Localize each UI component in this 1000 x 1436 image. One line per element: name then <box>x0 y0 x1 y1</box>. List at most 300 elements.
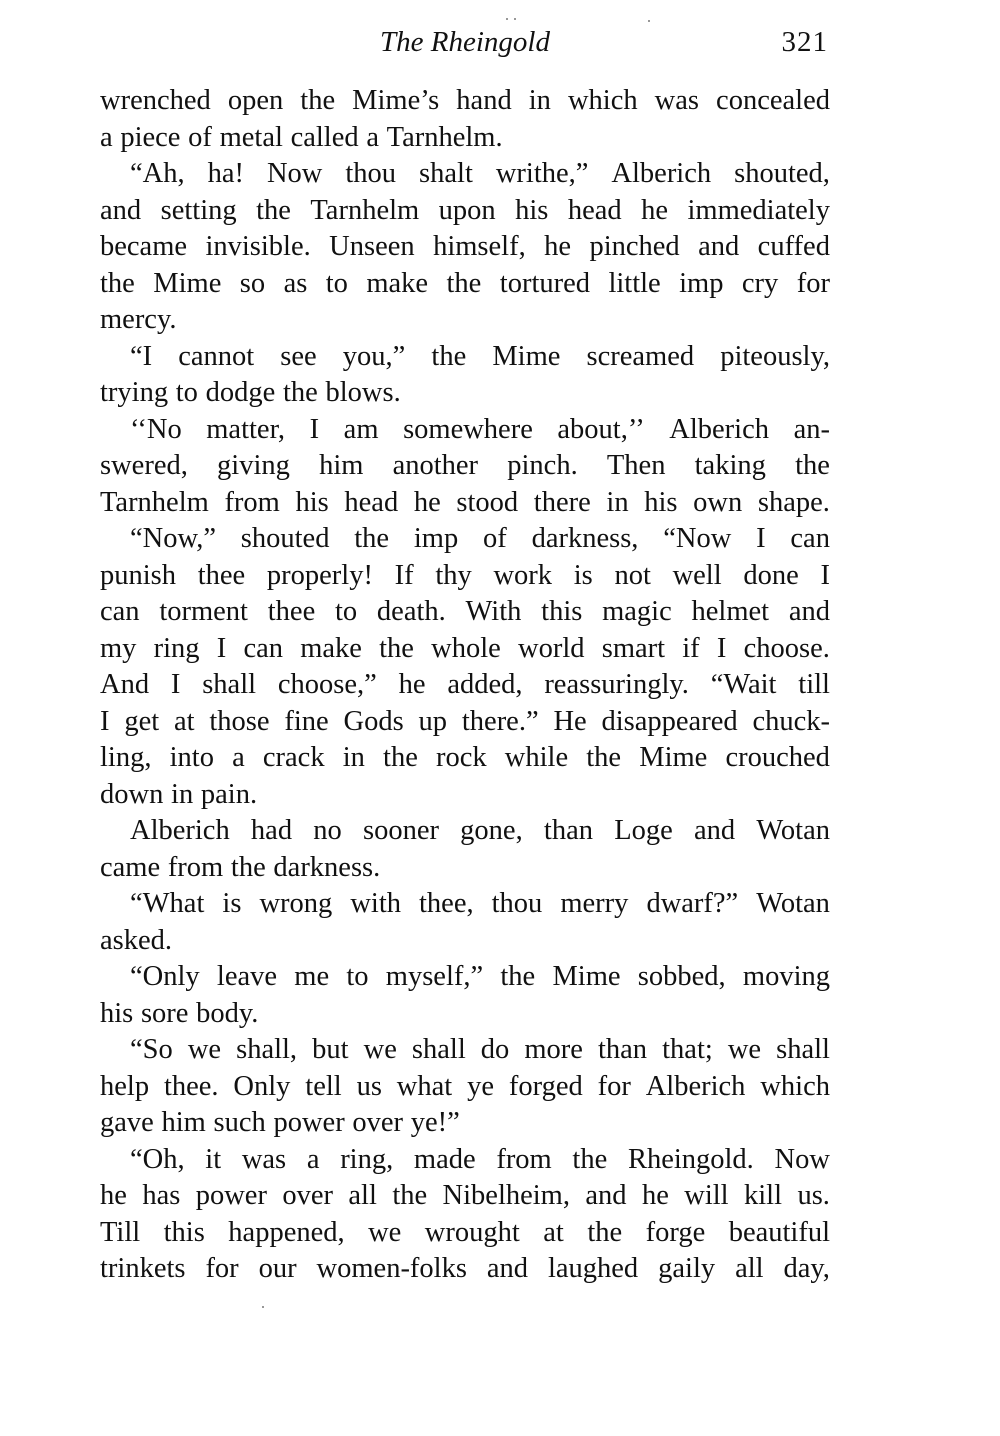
word: from <box>496 1143 552 1175</box>
word: in <box>606 486 629 518</box>
word: and <box>693 815 736 846</box>
text-line <box>100 1215 830 1252</box>
word: as <box>283 267 308 299</box>
word: his <box>100 997 134 1029</box>
word: forged <box>508 1070 583 1102</box>
word: the <box>300 85 336 116</box>
word: “Now,” <box>130 523 216 554</box>
text-line <box>100 667 830 704</box>
word: ‘‘No <box>130 413 182 445</box>
word: Wotan <box>756 815 830 846</box>
word: setting <box>160 194 237 226</box>
page-number: 321 <box>781 26 828 58</box>
word: and <box>100 194 142 226</box>
word: the <box>392 1180 428 1211</box>
word: a <box>100 121 113 153</box>
word: cuffed <box>757 231 830 262</box>
word: the <box>586 742 622 773</box>
word: it <box>205 1143 222 1175</box>
word: somewhere <box>403 413 533 445</box>
word: ring <box>153 632 200 664</box>
word: me <box>294 961 330 992</box>
word: from <box>167 851 224 883</box>
word: than <box>597 1034 648 1065</box>
word: is <box>222 888 242 919</box>
word: Loge <box>614 815 673 846</box>
word: was <box>241 1143 287 1175</box>
word: Tarnhelm. <box>386 121 503 153</box>
word: his <box>644 486 678 518</box>
word: those <box>209 705 270 737</box>
word: not <box>614 559 651 591</box>
word: thy <box>435 559 472 591</box>
word: darkness. <box>273 851 381 883</box>
word: swered, <box>100 450 188 481</box>
word: invisible. <box>205 231 311 262</box>
word: laughed <box>547 1253 639 1284</box>
word: “Only <box>130 961 200 992</box>
word: the <box>572 1143 608 1175</box>
text-line <box>100 266 830 303</box>
word: shall <box>776 1034 830 1065</box>
word: And <box>100 669 150 700</box>
word: see <box>280 340 317 372</box>
word: can <box>790 523 830 554</box>
word: concealed <box>716 85 830 116</box>
word: trying <box>100 377 169 408</box>
word: wrenched <box>100 85 211 116</box>
word: but <box>312 1034 349 1065</box>
text-line <box>100 959 830 996</box>
word: thee, <box>419 888 474 919</box>
word: leave <box>216 961 278 992</box>
word: him <box>319 450 364 481</box>
word: and <box>788 596 830 627</box>
word: he <box>100 1180 127 1211</box>
word: he <box>641 194 669 226</box>
word: was <box>654 85 699 116</box>
word: tell <box>305 1070 342 1102</box>
scan-speck <box>514 18 516 20</box>
word: an- <box>793 413 830 445</box>
word: we <box>363 1034 397 1065</box>
text-line <box>100 886 830 923</box>
text-line <box>100 229 830 266</box>
word: myself,” <box>385 961 484 992</box>
word: the <box>795 450 830 481</box>
word: he <box>641 1180 669 1211</box>
word: Tarnhelm <box>310 194 420 226</box>
word: shall <box>411 1034 466 1065</box>
word: thee <box>197 559 246 591</box>
word: He <box>553 705 587 737</box>
word: asked. <box>100 924 173 956</box>
word: properly! <box>266 559 373 591</box>
word: Now <box>266 158 323 189</box>
word: sobbed, <box>637 961 726 992</box>
word: Mime’s <box>352 85 440 116</box>
text-line <box>100 1178 830 1215</box>
word: immediately <box>687 194 830 226</box>
word: gone, <box>460 815 523 846</box>
word: you,” <box>342 340 406 372</box>
word: imp <box>413 523 459 554</box>
word: ye!” <box>410 1107 460 1138</box>
word: kill <box>744 1180 783 1211</box>
text-line <box>100 83 830 120</box>
word: power <box>195 1180 267 1211</box>
word: for <box>796 267 830 299</box>
word: work <box>493 559 553 591</box>
word: a <box>366 121 379 153</box>
word: Nibelheim, <box>442 1180 570 1211</box>
text-line <box>100 1032 830 1069</box>
word: the <box>379 632 414 664</box>
word: blows. <box>325 377 401 408</box>
word: a <box>232 742 245 773</box>
word: of <box>483 523 507 554</box>
word: ling, <box>100 742 152 773</box>
word: his <box>515 194 549 226</box>
word: death. <box>376 596 446 627</box>
word: Alberich <box>611 158 712 189</box>
text-line <box>100 558 830 595</box>
word: I <box>100 705 110 737</box>
word: and <box>698 231 740 262</box>
word: till <box>798 669 830 700</box>
word: had <box>250 815 293 846</box>
word: happened, <box>228 1216 345 1248</box>
word: I <box>309 413 320 445</box>
word: at <box>543 1216 564 1248</box>
word: trinkets <box>100 1253 186 1284</box>
word: ha! <box>207 158 244 189</box>
word: head <box>567 194 622 226</box>
word: at <box>173 705 195 737</box>
word: I <box>820 559 830 591</box>
word: shape. <box>757 486 830 518</box>
scan-speck <box>648 20 650 22</box>
word: all <box>735 1253 764 1284</box>
text-line <box>100 777 830 814</box>
word: the <box>354 523 390 554</box>
word: women-folks <box>316 1253 467 1284</box>
word: writhe,” <box>495 158 589 189</box>
word: choose. <box>743 632 830 664</box>
word: world <box>518 632 585 664</box>
word: pinched <box>589 231 680 262</box>
word: taking <box>694 450 766 481</box>
word: him <box>161 1107 206 1138</box>
word: torment <box>159 596 248 627</box>
word: the <box>256 194 291 226</box>
word: I <box>170 669 181 700</box>
word: Rheingold. <box>627 1143 754 1175</box>
word: cry <box>741 267 779 299</box>
word: matter, <box>206 413 286 445</box>
word: crack <box>262 742 325 773</box>
word: to <box>334 596 358 627</box>
text-line <box>100 631 830 668</box>
running-title: The Rheingold <box>380 26 550 58</box>
word: the <box>230 851 266 883</box>
word: of <box>188 121 212 153</box>
word: “Ah, <box>130 158 185 189</box>
word: helmet <box>691 596 770 627</box>
word: darkness, <box>531 523 639 554</box>
word: which <box>567 85 638 116</box>
word: make <box>300 632 362 664</box>
word: we <box>187 1034 222 1065</box>
word: the <box>100 267 135 299</box>
word: tortured <box>499 267 590 299</box>
word: little <box>608 267 661 299</box>
word: If <box>394 559 414 591</box>
word: gave <box>100 1107 154 1138</box>
word: for <box>597 1070 631 1102</box>
word: Mime <box>639 742 708 773</box>
text-line <box>100 375 830 412</box>
word: no <box>313 815 342 846</box>
word: screamed <box>586 340 695 372</box>
text-line <box>100 1105 830 1142</box>
word: in <box>528 85 551 116</box>
text-line <box>100 521 830 558</box>
word: from <box>224 486 280 518</box>
word: sore <box>140 997 189 1029</box>
word: if <box>682 632 700 664</box>
word: mercy. <box>100 304 177 335</box>
word: Then <box>606 450 666 481</box>
word: hand <box>456 85 512 116</box>
word: Now <box>774 1143 830 1175</box>
word: pain. <box>200 778 258 810</box>
word: the <box>282 377 318 408</box>
word: Mime <box>552 961 621 992</box>
word: dodge <box>205 377 276 408</box>
word: in <box>171 778 194 810</box>
word: I <box>716 632 727 664</box>
word: choose,” <box>277 669 377 700</box>
word: us. <box>797 1180 830 1211</box>
word: Unseen <box>329 231 415 262</box>
word: “Now <box>663 523 732 554</box>
word: forge <box>645 1216 706 1248</box>
word: disappeared <box>601 705 738 737</box>
word: merry <box>560 888 629 919</box>
text-line <box>100 594 830 631</box>
word: he <box>398 669 426 700</box>
word: can <box>243 632 284 664</box>
word: shouted <box>240 523 330 554</box>
word: thou <box>345 158 397 189</box>
word: up <box>418 705 448 737</box>
word: beautiful <box>728 1216 830 1248</box>
word: will <box>684 1180 729 1211</box>
word: there <box>533 486 591 518</box>
word: more <box>524 1034 583 1065</box>
word: than <box>543 815 593 846</box>
word: imp <box>679 267 724 299</box>
word: shalt <box>419 158 473 189</box>
word: I <box>216 632 227 664</box>
word: there.” <box>461 705 539 737</box>
word: himself, <box>433 231 526 262</box>
word: the <box>431 340 467 372</box>
word: Alberich <box>130 815 230 846</box>
word: Only <box>233 1070 291 1102</box>
word: get <box>124 705 160 737</box>
word: our <box>258 1253 297 1284</box>
word: while <box>504 742 569 773</box>
word: in <box>342 742 365 773</box>
word: punish <box>100 559 177 591</box>
word: we <box>368 1216 402 1248</box>
word: shall <box>202 669 257 700</box>
word: open <box>227 85 284 116</box>
word: well <box>672 559 722 591</box>
word: became <box>100 231 188 262</box>
word: “I <box>130 340 153 372</box>
word: and <box>585 1180 627 1211</box>
scan-speck <box>262 1306 264 1308</box>
word: that; <box>662 1034 713 1065</box>
word: us <box>356 1070 382 1102</box>
word: stood <box>456 486 519 518</box>
word: Mime <box>492 340 561 372</box>
text-line <box>100 740 830 777</box>
word: called <box>290 121 359 153</box>
word: make <box>366 267 429 299</box>
word: sooner <box>362 815 439 846</box>
text-line <box>100 485 830 522</box>
word: shall, <box>236 1034 298 1065</box>
word: rock <box>436 742 487 773</box>
word: this <box>541 596 583 627</box>
word: wrought <box>424 1216 520 1248</box>
word: “Wait <box>710 669 777 700</box>
word: ring, <box>340 1143 394 1175</box>
word: this <box>163 1216 205 1248</box>
word: day, <box>783 1253 830 1284</box>
text-line <box>100 996 830 1033</box>
word: made <box>413 1143 476 1175</box>
word: Alberich <box>645 1070 746 1102</box>
word: to <box>346 961 369 992</box>
word: thou <box>491 888 543 919</box>
word: own <box>693 486 743 518</box>
word: so <box>239 267 266 299</box>
word: body. <box>196 997 259 1029</box>
word: to <box>175 377 198 408</box>
text-line <box>100 193 830 230</box>
text-line <box>100 448 830 485</box>
text-line <box>100 850 830 887</box>
word: and <box>486 1253 529 1284</box>
word: Alberich <box>669 413 769 445</box>
word: gaily <box>658 1253 716 1284</box>
word: whole <box>431 632 501 664</box>
word: crouched <box>725 742 830 773</box>
word: is <box>573 559 593 591</box>
text-line <box>100 302 830 339</box>
word: the <box>587 1216 623 1248</box>
word: wrong <box>259 888 333 919</box>
word: another <box>392 450 479 481</box>
body-text <box>100 83 830 1288</box>
word: thee <box>267 596 316 627</box>
word: his <box>295 486 329 518</box>
word: reassuringly. <box>544 669 689 700</box>
word: to <box>325 267 348 299</box>
word: “So <box>130 1034 173 1065</box>
text-line <box>100 120 830 157</box>
text-line <box>100 813 830 850</box>
word: piece <box>120 121 181 153</box>
word: metal <box>219 121 283 153</box>
text-line <box>100 923 830 960</box>
scan-speck <box>506 18 508 20</box>
text-line <box>100 1251 830 1288</box>
word: Gods <box>343 705 404 737</box>
word: Tarnhelm <box>100 486 209 518</box>
word: he <box>413 486 441 518</box>
word: over <box>282 1180 333 1211</box>
word: into <box>169 742 214 773</box>
word: done <box>743 559 799 591</box>
word: dwarf?” <box>646 888 739 919</box>
word: magic <box>602 596 672 627</box>
word: with <box>350 888 401 919</box>
word: do <box>480 1034 510 1065</box>
word: down <box>100 778 164 810</box>
word: moving <box>742 961 830 992</box>
word: he <box>544 231 572 262</box>
word: a <box>306 1143 320 1175</box>
word: Till <box>100 1216 141 1248</box>
word: came <box>100 851 161 883</box>
word: over <box>352 1107 404 1138</box>
running-head <box>100 22 830 62</box>
word: smart <box>601 632 666 664</box>
word: power <box>273 1107 345 1138</box>
word: we <box>727 1034 762 1065</box>
word: I <box>756 523 766 554</box>
word: all <box>348 1180 377 1211</box>
word: giving <box>217 450 290 481</box>
word: shouted, <box>734 158 830 189</box>
word: for <box>205 1253 239 1284</box>
word: the <box>500 961 536 992</box>
word: my <box>100 632 137 664</box>
word: can <box>100 596 140 627</box>
word: which <box>760 1070 830 1102</box>
word: “Oh, <box>130 1143 185 1175</box>
word: “What <box>130 888 205 919</box>
word: Wotan <box>756 888 830 919</box>
word: about,’’ <box>557 413 645 445</box>
text-line <box>100 156 830 193</box>
word: ye <box>467 1070 494 1102</box>
word: the <box>446 267 482 299</box>
word: piteously, <box>720 340 830 372</box>
word: head <box>344 486 399 518</box>
word: thee. <box>163 1070 219 1102</box>
word: Mime <box>153 267 222 299</box>
word: am <box>343 413 379 445</box>
word: pinch. <box>507 450 578 481</box>
word: the <box>383 742 418 773</box>
